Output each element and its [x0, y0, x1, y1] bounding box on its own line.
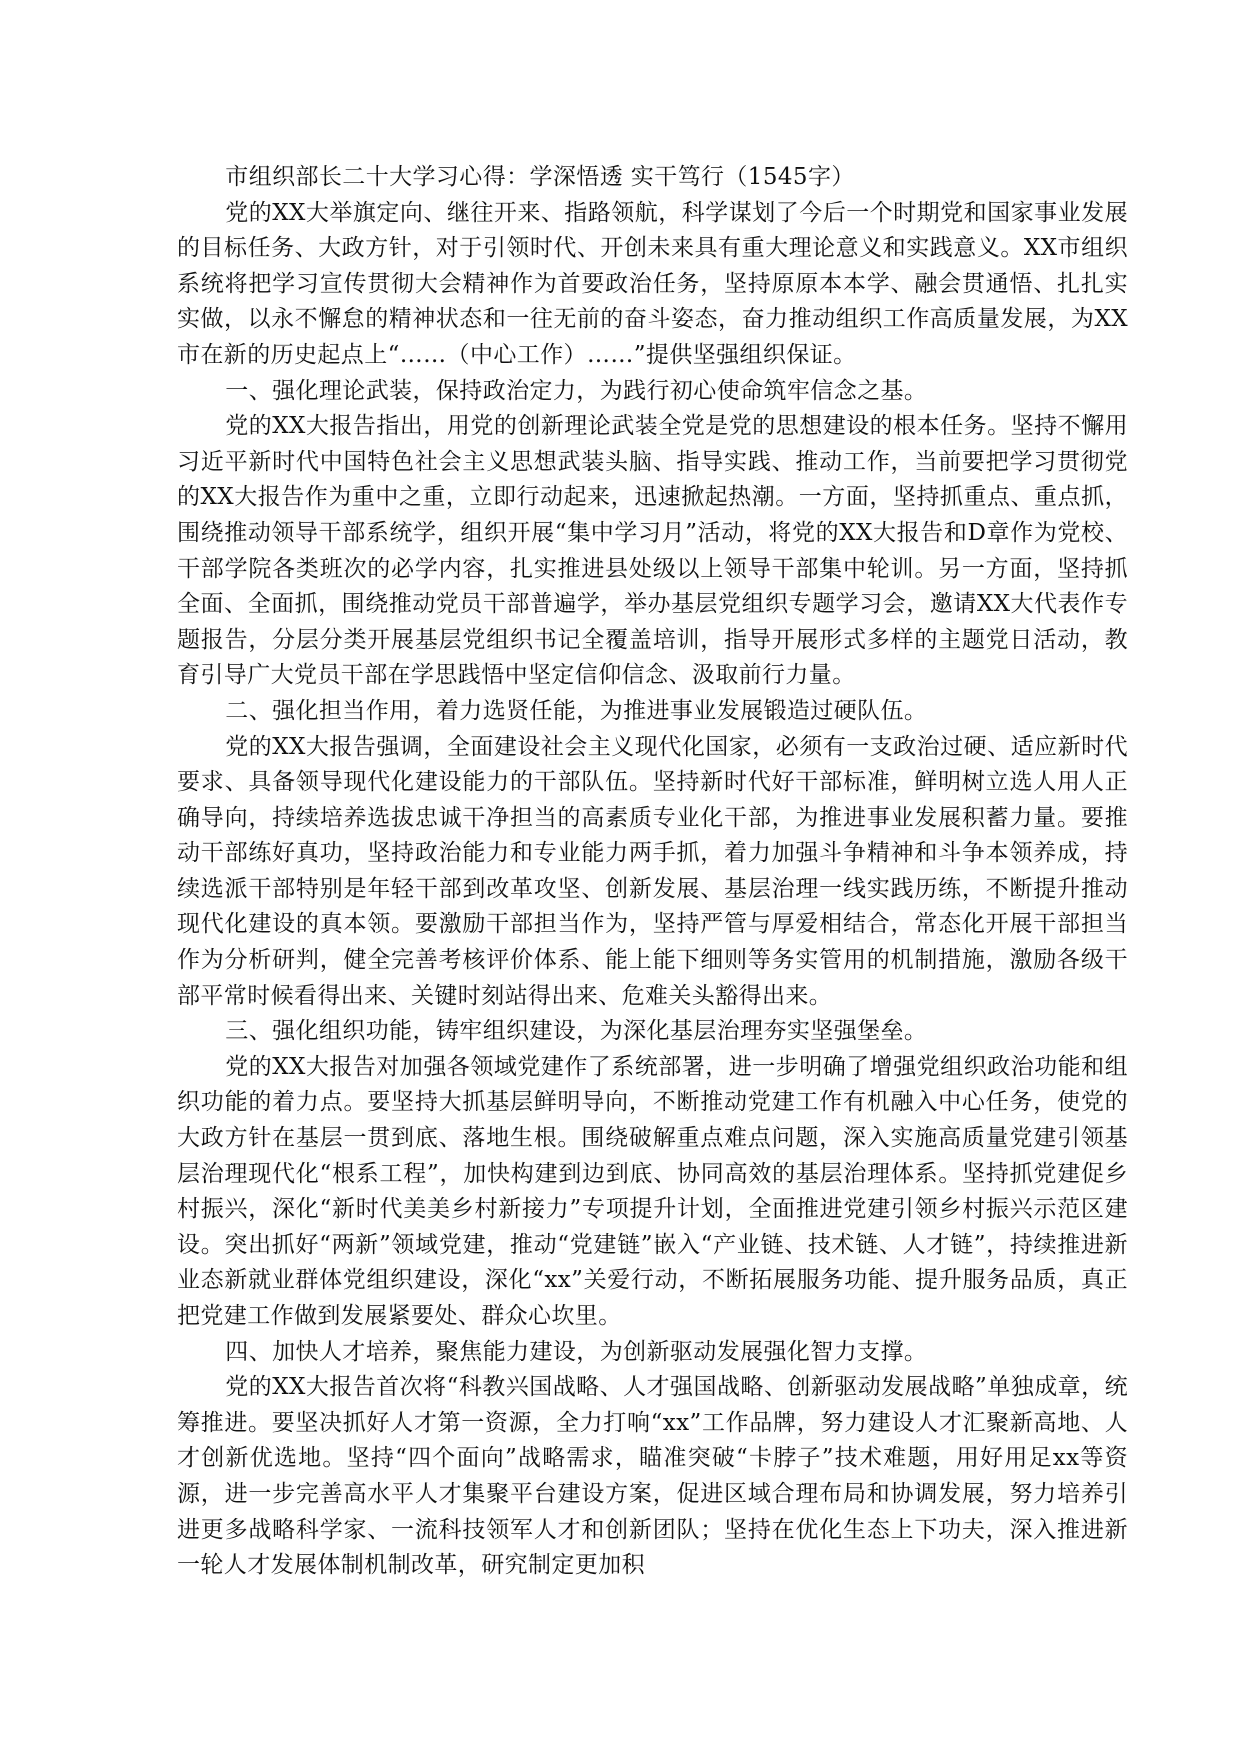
- section-3-body: 党的XX大报告对加强各领域党建作了系统部署，进一步明确了增强党组织政治功能和组织功能的着力点。要坚持大抓基层鲜明导向，不断推动党建工作有机融入中心任务，使党的大政方针在基层一贯到底、落地生根。围绕破解重点难点问题，深入实施高质量党建引领基层治理现代化“根系工程”，加快构建到边到底、协同高效的基层治理体系。坚持抓党建促乡村振兴，深化“新时代美美乡村新接力”专项提升计划，全面推进党建引领乡村振兴示范区建设。突出抓好“两新”领域党建，推动“党建链”嵌入“产业链、技术链、人才链”，持续推进新业态新就业群体党组织建设，深化“xx”关爱行动，不断拓展服务功能、提升服务品质，真正把党建工作做到发展紧要处、群众心坎里。: [177, 1053, 1128, 1329]
- section-1-body: 党的XX大报告指出，用党的创新理论武装全党是党的思想建设的根本任务。坚持不懈用习近平新时代中国特色社会主义思想武装头脑、指导实践、推动工作，当前要把学习贯彻党的XX大报告作为重中之重，立即行动起来，迅速掀起热潮。一方面，坚持抓重点、重点抓，围绕推动领导干部系统学，组织开展“集中学习月”活动，将党的XX大报告和D章作为党校、干部学院各类班次的必学内容，扎实推进县处级以上领导干部集中轮训。另一方面，坚持抓全面、全面抓，围绕推动党员干部普遍学，举办基层党组织专题学习会，邀请XX大代表作专题报告，分层分类开展基层党组织书记全覆盖培训，指导开展形式多样的主题党日活动，教育引导广大党员干部在学思践悟中坚定信仰信念、汲取前行力量。: [177, 413, 1128, 689]
- section-4-body: 党的XX大报告首次将“科教兴国战略、人才强国战略、创新驱动发展战略”单独成章，统筹推进。要坚决抓好人才第一资源，全力打响“xx”工作品牌，努力建设人才汇聚新高地、人才创新优选地。坚持“四个面向”战略需求，瞄准突破“卡脖子”技术难题，用好用足xx等资源，进一步完善高水平人才集聚平台建设方案，促进区域合理布局和协调发展，努力培养引进更多战略科学家、一流科技领军人才和创新团队；坚持在优化生态上下功夫，深入推进新一轮人才发展体制机制改革，研究制定更加积: [177, 1374, 1128, 1579]
- section-4-heading: 四、加快人才培养，聚焦能力建设，为创新驱动发展强化智力支撑。: [225, 1338, 928, 1365]
- section-2-heading: 二、强化担当作用，着力选贤任能，为推进事业发展锻造过硬队伍。: [225, 697, 928, 724]
- intro-paragraph: 党的XX大举旗定向、继往开来、指路领航，科学谋划了今后一个时期党和国家事业发展的目标任务、大政方针，对于引领时代、开创未来具有重大理论意义和实践意义。XX市组织系统将把学习宣传贯彻大会精神作为首要政治任务，坚持原原本本学、融会贯通悟、扎扎实实做，以永不懈怠的精神状态和一往无前的奋斗姿态，奋力推动组织工作高质量发展，为XX市在新的历史起点上“……（中心工作）……”提供坚强组织保证。: [177, 199, 1128, 368]
- document-title: 市组织部长二十大学习心得：学深悟透 实干笃行（1545字）: [225, 164, 855, 190]
- section-1-heading: 一、强化理论武装，保持政治定力，为践行初心使命筑牢信念之基。: [225, 377, 928, 404]
- section-2-body: 党的XX大报告强调，全面建设社会主义现代化国家，必须有一支政治过硬、适应新时代要求、具备领导现代化建设能力的干部队伍。坚持新时代好干部标准，鲜明树立选人用人正确导向，持续培养选拔忠诚干净担当的高素质专业化干部，为推进事业发展积蓄力量。要推动干部练好真功，坚持政治能力和专业能力两手抓，着力加强斗争精神和斗争本领养成，持续选派干部特别是年轻干部到改革攻坚、创新发展、基层治理一线实践历练，不断提升推动现代化建设的真本领。要激励干部担当作为，坚持严管与厚爱相结合，常态化开展干部担当作为分析研判，健全完善考核评价体系、能上能下细则等务实管用的机制措施，激励各级干部平常时候看得出来、关键时刻站得出来、危难关头豁得出来。: [177, 733, 1128, 1009]
- section-3-heading: 三、强化组织功能，铸牢组织建设，为深化基层治理夯实坚强堡垒。: [225, 1018, 928, 1045]
